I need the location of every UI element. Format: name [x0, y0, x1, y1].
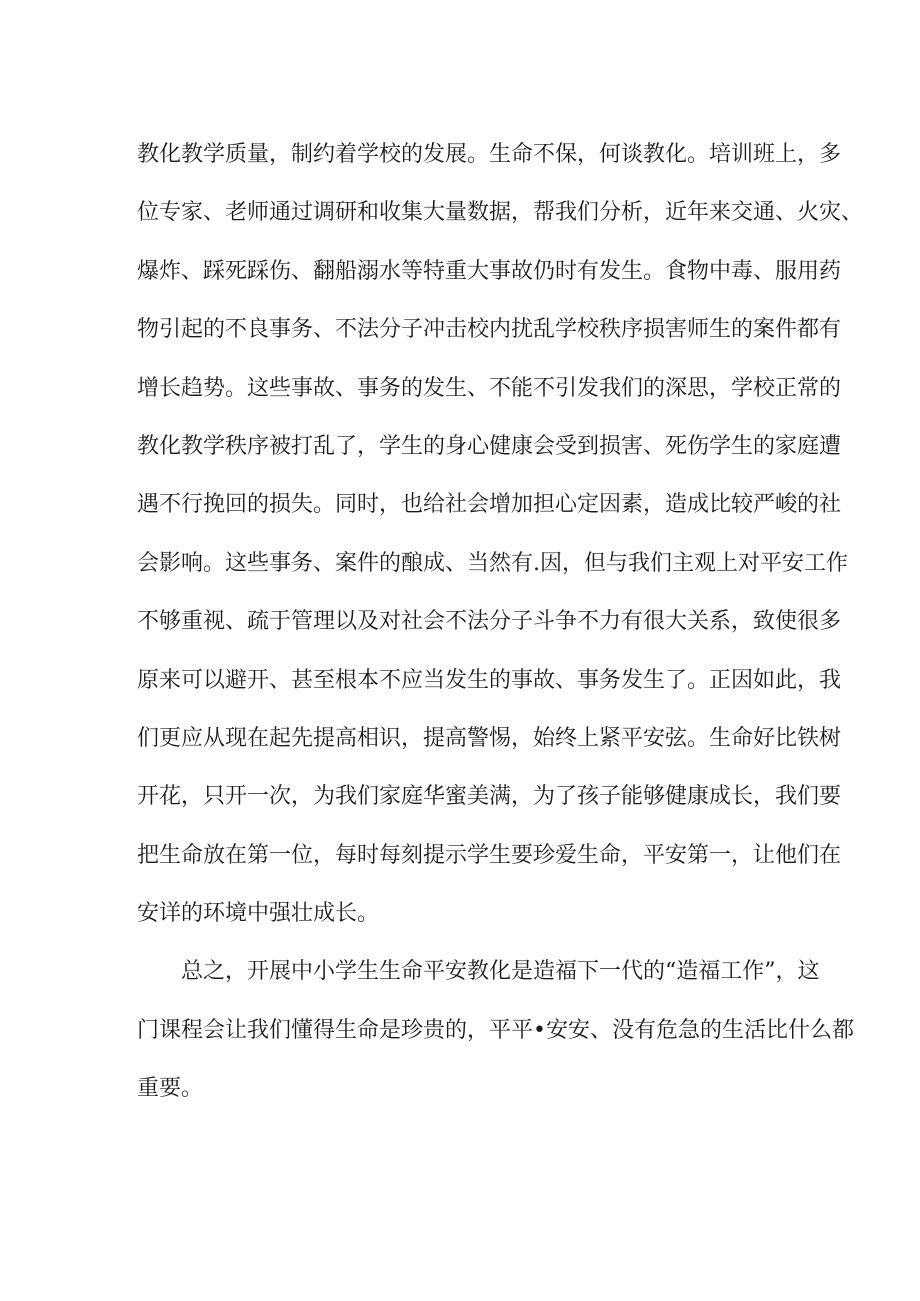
text-line: 重要。: [137, 1076, 204, 1102]
text-line: 爆炸、踩死踩伤、翻船溺水等特重大事故仍时有发生。食物中毒、服用药: [137, 258, 842, 284]
paragraph-1: [137, 126, 864, 943]
text-line: 物引起的不良事务、不法分子冲击校内扰乱学校秩序损害师生的案件都有: [137, 317, 842, 343]
text-line: 增长趋势。这些事故、事务的发生、不能不引发我们的深思，学校正常的: [137, 375, 842, 401]
text-line: 教化教学秩序被打乱了，学生的身心健康会受到损害、死伤学生的家庭遭: [137, 433, 842, 459]
text-line: 安详的环境中强壮成长。: [137, 901, 380, 927]
text-line: 门课程会让我们懂得生命是珍贵的，平平•安安、没有危急的生活比什么都: [137, 1017, 854, 1043]
text-line: 遇不行挽回的损失。同时，也给社会增加担心定因素，造成比较严峻的社: [137, 492, 842, 518]
text-line: 会影响。这些事务、案件的酿成、当然有.因，但与我们主观上对平安工作: [137, 550, 848, 576]
text-line: 总之，开展中小学生生命平安教化是造福下一代的“造福工作”，这: [181, 959, 820, 985]
text-line: 不够重视、疏于管理以及对社会不法分子斗争不力有很大关系，致使很多: [137, 609, 842, 635]
paragraph-2: [137, 943, 854, 1118]
text-line: 教化教学质量，制约着学校的发展。生命不保，何谈教化。培训班上，多: [137, 142, 842, 167]
text-line: 们更应从现在起先提高相识，提高警惕，始终上紧平安弦。生命好比铁树: [137, 725, 842, 751]
document-body: [137, 126, 864, 1119]
text-line: 把生命放在第一位，每时每刻提示学生要珍爱生命，平安第一，让他们在: [137, 842, 842, 868]
text-line: 原来可以避开、甚至根本不应当发生的事故、事务发生了。正因如此，我: [137, 667, 842, 693]
text-line: 位专家、老师通过调研和收集大量数据，帮我们分析，近年来交通、火灾、: [137, 200, 864, 226]
text-line: 开花，只开一次，为我们家庭华蜜美满，为了孩子能够健康成长，我们要: [137, 784, 842, 810]
